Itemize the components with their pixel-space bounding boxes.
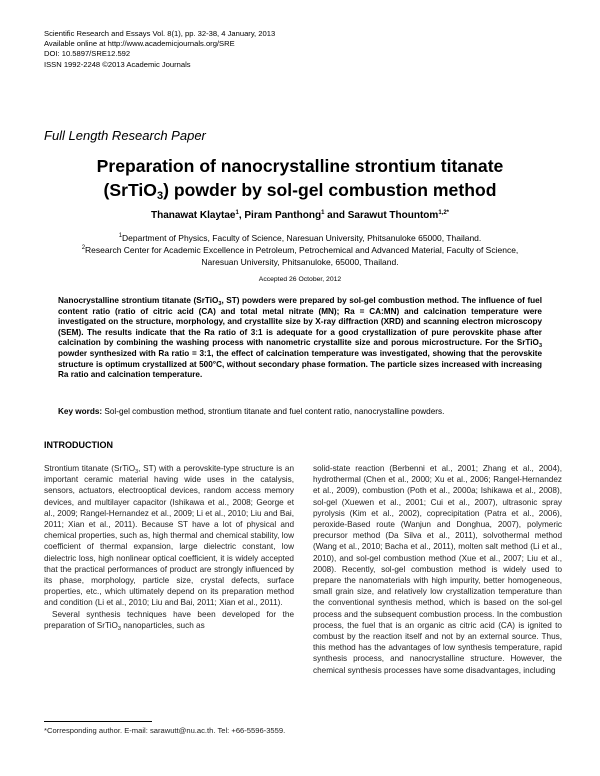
author-name: Thanawat Klaytae xyxy=(150,210,236,221)
paragraph: solid-state reaction (Berbenni et al., 2001; Zhang et al., 2004), hydrothermal (Chen et al., 2000; Xu et al., 2006; Rangel-Hernandez et al., 2009), combustion (Poth et al., 2000a; Ishikawa et al., 2008), sol-gel (Xuewen et al., 2001; Cui et al., 2007), ultrasonic spray pyrolysis (Kim et al., 2002), coprecipitation (Patra et al., 2006), peroxide-Based route (Wanjun and Donghua, 2007), polymeric precursor method (Da Silva et al., 2011), solvothermal method (Wang et al., 2010; Bacha et al., 2011), molten salt method (Li et al., 2010), and sol-gel combustion method (Xue et al., 2007; Liu et al., 2008). Recently, sol-gel combustion method is widely used to prepare the nanomaterials with high impurity, better homogeneous, small grain size, and relatively low crystallization temperature than the conventional synthesis method, which is based on the sol-gel process and the subsequent combustion process. In the combustion process, the fuel that is an organic as citric acid (CA) is ignited to combust by the reaction itself and not by an external source. Thus, this method has the advantages of low synthesis temperature, rapid synthesis process, and nanocrystalline structure. However, the chemical synthesis processes have some disadvantages, including xyxy=(313,464,562,675)
affiliation-2-cont: Naresuan University, Phitsanuloke, 65000, Thailand. xyxy=(201,257,399,267)
paper-type: Full Length Research Paper xyxy=(44,128,206,143)
affiliation-2: $^2$Research Center for Academic Excellence in Petroleum, Petrochemical and Advanced Material, Faculty of Science, xyxy=(81,245,519,255)
journal-citation: Scientific Research and Essays Vol. 8(1), pp. 32-38, 4 January, 2013 xyxy=(44,29,276,38)
footnote-divider xyxy=(44,721,152,722)
abstract: Nanocrystalline strontium titanate (SrTiO$_3$, ST) powders were prepared by sol-gel combustion method. The influence of fuel content ratio (ratio of citric acid (CA) and total metal nitrate (MN); Ra = CA:MN) and calcination temperature were investigated on the structure, morphology, and crystallite size by X-ray diffraction (XRD) and scanning electron microscopy (SEM). The results indicate that the Ra ratio of 3:1 is adequate for a good crystallization of pure perovskite phase after calcination by combining the washing process with nanometric crystallite size and porous microstructure. For the SrTiO$_3$ powder synthesized with Ra ratio = 3:1, the effect of calcination temperature was investigated, showing that the perovskite structure is optimum crystallized at 500°C, without secondary phase formation. The particle sizes increased with increasing Ra ratio and calcination temperature. xyxy=(58,296,542,380)
author-name: Sarawut Thountom xyxy=(347,210,439,221)
author-list: Thanawat Klaytae$^1$, Piram Panthong$^1$ and Sarawut Thountom$^{1,2*}$ xyxy=(150,210,449,221)
body-column-right xyxy=(313,463,562,676)
title-line-1: Preparation of nanocrystalline strontium titanate xyxy=(96,156,504,176)
journal-header xyxy=(44,29,275,70)
affiliation-1: $^1$Department of Physics, Faculty of Science, Naresuan University, Phitsanuloke 65000, Thailand. xyxy=(118,233,482,243)
accepted-date: Accepted 26 October, 2012 xyxy=(258,276,342,283)
author-name: Piram Panthong xyxy=(244,210,322,221)
paragraph: Several synthesis techniques have been developed for the preparation of SrTiO$_3$ nanoparticles, such as xyxy=(44,609,294,632)
paragraph: Strontium titanate (SrTiO$_3$, ST) with a perovskite-type structure is an important ceramic material having wide uses in the catalysis, sensors, actuators, electrooptical devices, random access memory devices, and multilayer capacitor (Ishikawa et al., 2008; George et al., 2009; Rangel-Hernandez et al., 2009; Li et al., 2010; Liu and Bai, 2011; Xian et al., 2011). Because ST have a lot of physical and chemical properties, such as, high thermal and chemical stability, low coefficient of thermal expansion, large dielectric constant, low dielectric loss, high nonlinear optical coefficient, it is widely accepted that the practical performances of product are strongly influenced by its phase, morphology, particle size, crystal defects, surface properties, etc., which ultimately depend on its preparation method and condition (Li et al., 2010; Liu and Bai, 2011; Xian et al., 2011). xyxy=(44,464,294,608)
issn: ISSN 1992-2248 ©2013 Academic Journals xyxy=(44,59,191,69)
title-line-2: (SrTiO$_3$) powder by sol-gel combustion method xyxy=(103,180,497,202)
keywords-label: Key words: xyxy=(58,407,103,416)
affiliations xyxy=(60,232,540,268)
section-heading-introduction: INTRODUCTION xyxy=(44,440,113,450)
keywords: Key words: Sol-gel combustion method, strontium titanate and fuel content ratio, nanocrystalline powders. xyxy=(58,407,445,416)
corresponding-author-footnote: *Corresponding author. E-mail: sarawutt@nu.ac.th. Tel: +66-5596-3559. xyxy=(44,726,286,735)
paper-title xyxy=(60,154,540,202)
journal-url: Available online at http://www.academicjournals.org/SRE xyxy=(44,39,235,49)
doi: DOI: 10.5897/SRE12.592 xyxy=(44,49,131,59)
body-column-left xyxy=(44,463,294,631)
